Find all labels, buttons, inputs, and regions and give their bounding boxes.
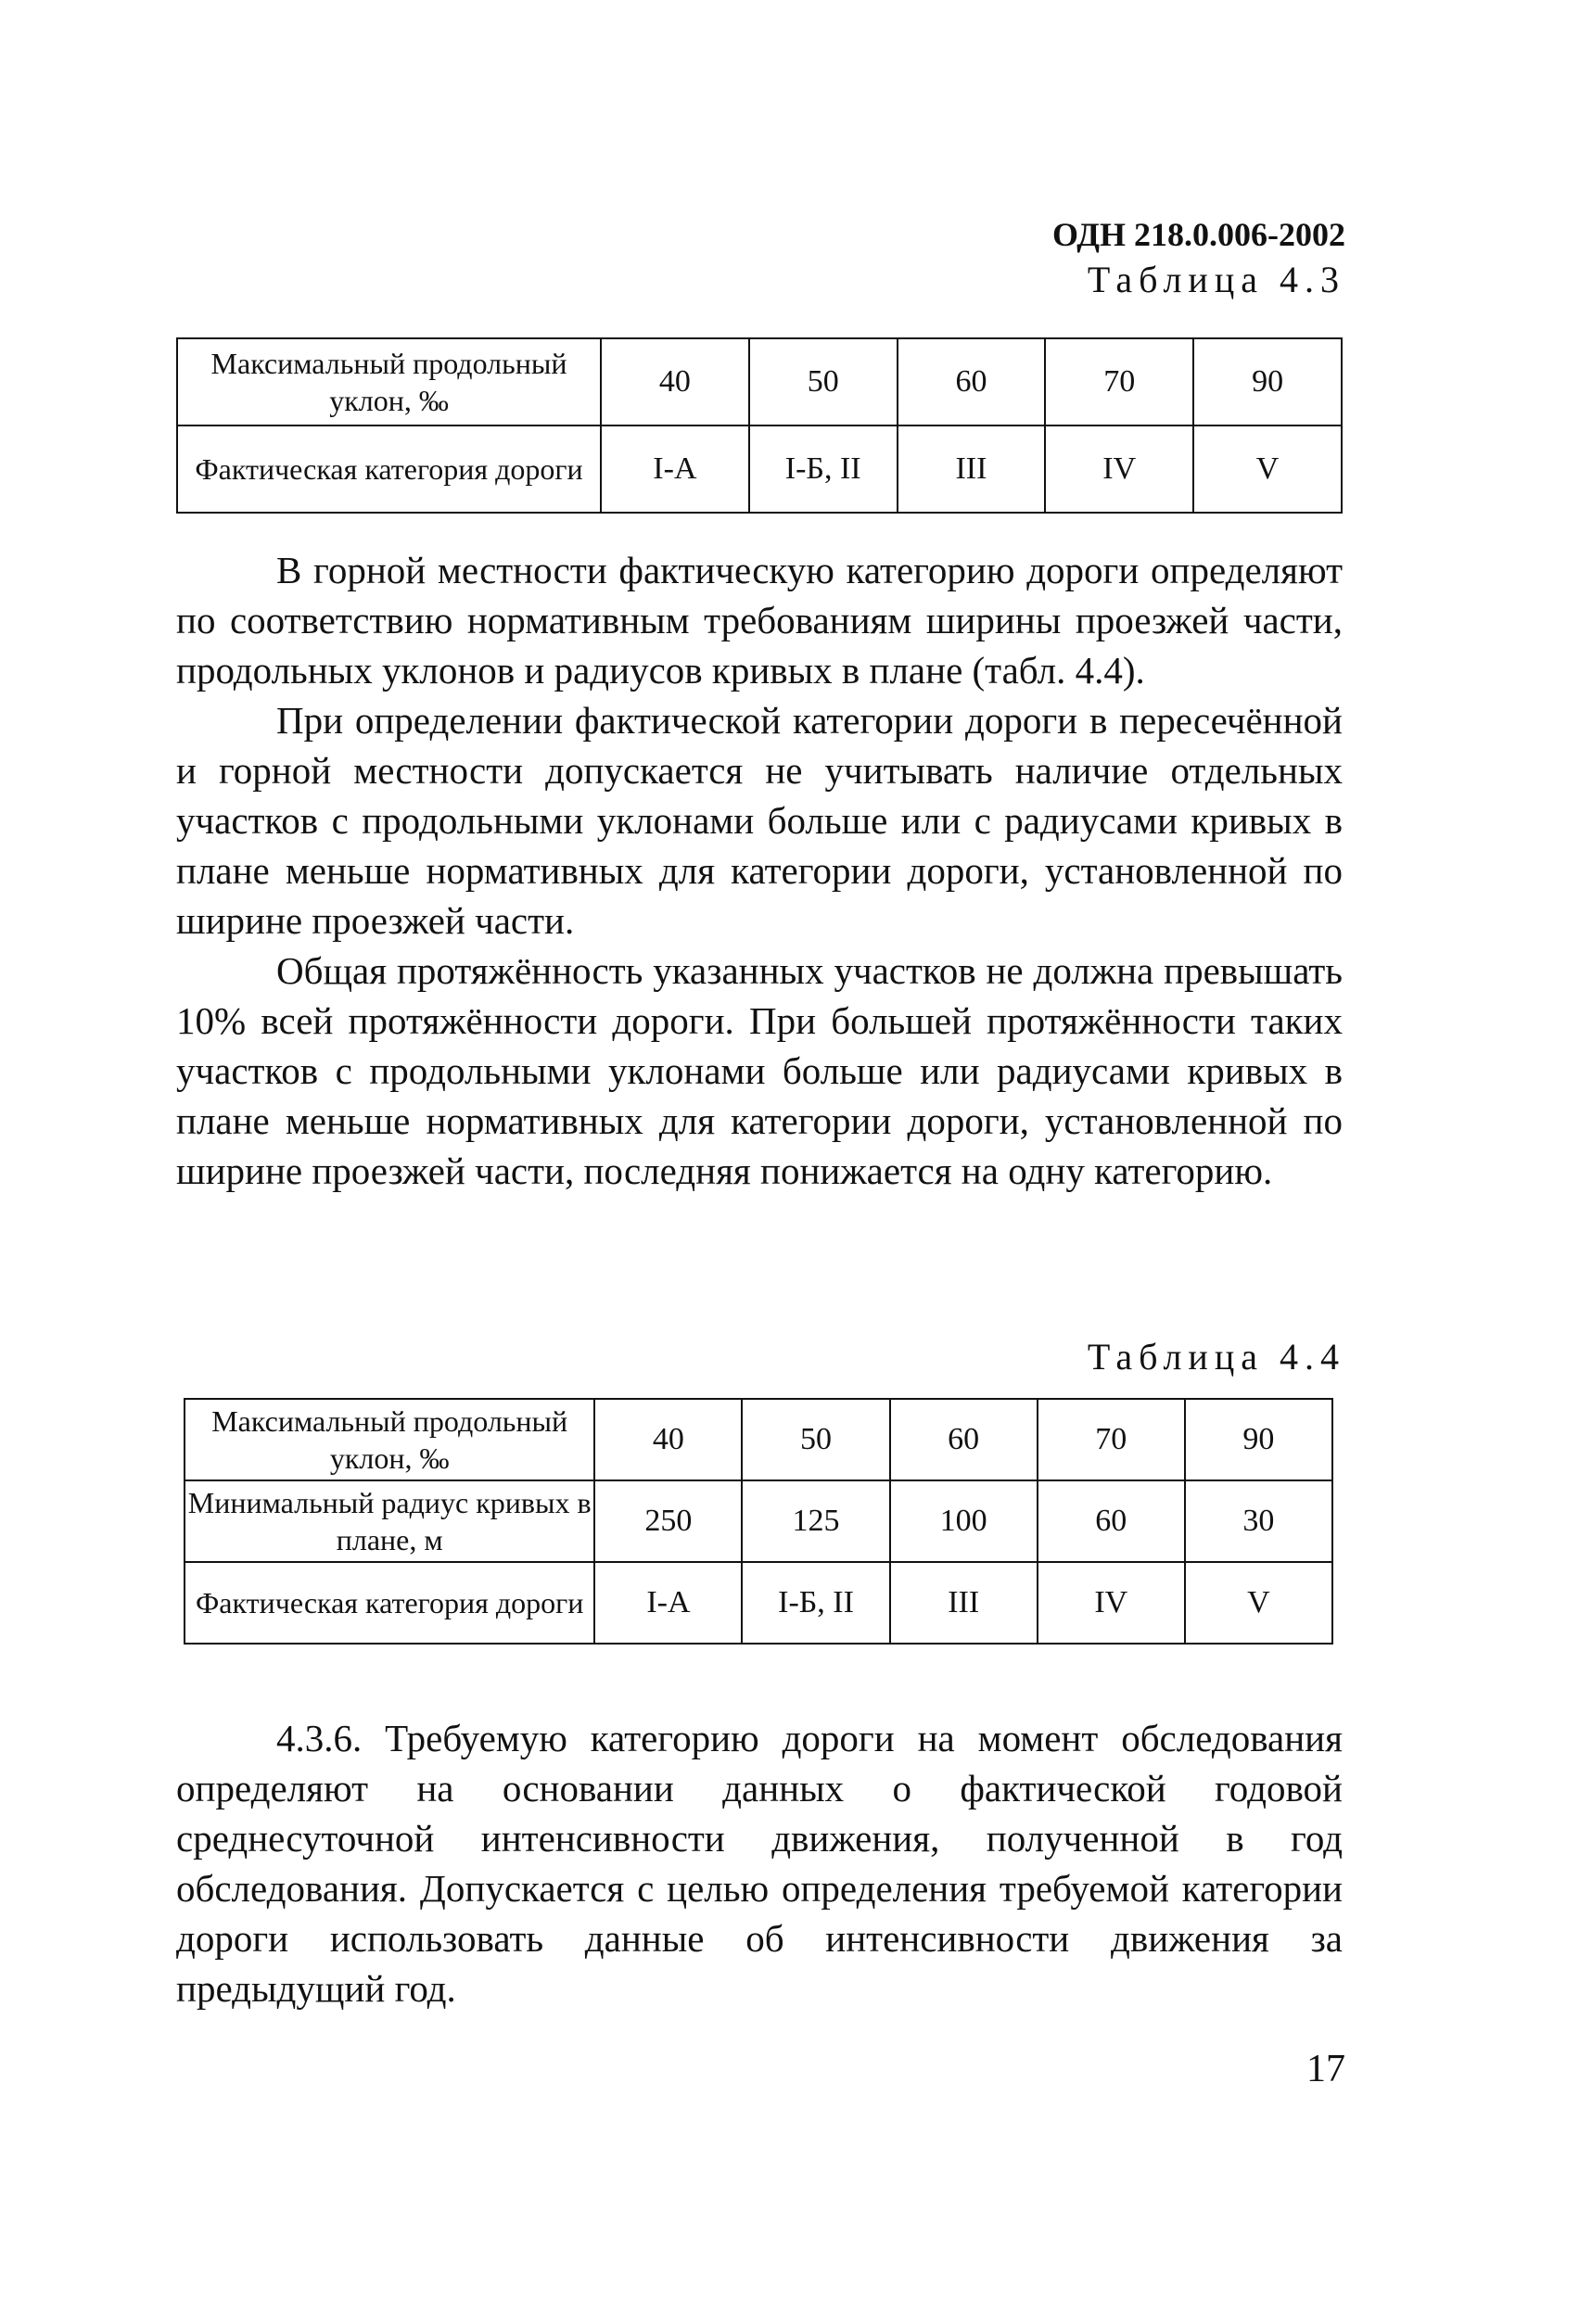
table-cell: 125 (742, 1480, 889, 1562)
table-cell: 60 (890, 1399, 1038, 1480)
table-cell: I-Б, II (742, 1562, 889, 1644)
table-cell: I-A (594, 1562, 742, 1644)
row-header: Фактическая категория дороги (185, 1562, 594, 1644)
table-4-4 (184, 1398, 1333, 1645)
table-cell: V (1185, 1562, 1332, 1644)
table-row (185, 1562, 1332, 1644)
table-row (177, 425, 1342, 513)
body-text-1 (176, 545, 1343, 1196)
table-4-3 (176, 337, 1343, 514)
body-text-2 (176, 1713, 1343, 2013)
table-cell: 50 (749, 338, 898, 425)
table-4-3-caption: Таблица 4.3 (1087, 259, 1345, 300)
row-header: Максимальный продольный уклон, ‰ (177, 338, 601, 425)
table-cell: III (898, 425, 1046, 513)
table-cell: 90 (1193, 338, 1342, 425)
row-header: Максимальный продольный уклон, ‰ (185, 1399, 594, 1480)
table-cell: 70 (1045, 338, 1193, 425)
table-cell: I-A (601, 425, 749, 513)
row-header: Минимальный радиус кривых в плане, м (185, 1480, 594, 1562)
table-cell: I-Б, II (749, 425, 898, 513)
table-row (185, 1399, 1332, 1480)
table-cell: V (1193, 425, 1342, 513)
row-header: Фактическая категория дороги (177, 425, 601, 513)
table-cell: 40 (601, 338, 749, 425)
table-cell: III (890, 1562, 1038, 1644)
table-cell: 30 (1185, 1480, 1332, 1562)
document-code: ОДН 218.0.006-2002 (1052, 216, 1345, 253)
table-cell: 100 (890, 1480, 1038, 1562)
table-cell: 60 (1038, 1480, 1185, 1562)
paragraph: В горной местности фактическую категорию дороги определяют по соответствию нормативным требованиям ширины проезжей части, продольных уклонов и радиусов кривых в плане (табл. 4.4). (176, 549, 1343, 692)
paragraph: Общая протяжённость указанных участков не должна превышать 10% всей протяжённости дороги. При большей протяжённости таких участков с продольными уклонами больше или радиусами кривых в плане меньше нормативных для категории дороги, установленной по ширине проезжей части, последняя понижается на одну категорию. (176, 949, 1343, 1192)
table-4-4-caption: Таблица 4.4 (1087, 1336, 1345, 1378)
table-cell: 70 (1038, 1399, 1185, 1480)
table-cell: 50 (742, 1399, 889, 1480)
table-row (185, 1480, 1332, 1562)
table-cell: 40 (594, 1399, 742, 1480)
table-cell: 250 (594, 1480, 742, 1562)
page-number: 17 (1306, 2048, 1345, 2090)
table-row (177, 338, 1342, 425)
paragraph: 4.3.6. Требуемую категорию дороги на момент обследования определяют на основании данных о фактической годовой среднесуточной интенсивности движения, полученной в год обследования. Допускается с целью определения требуемой категории дороги использовать данные об интенсивности движения за предыдущий год. (176, 1717, 1343, 2010)
table-cell: IV (1038, 1562, 1185, 1644)
table-cell: 90 (1185, 1399, 1332, 1480)
table-cell: IV (1045, 425, 1193, 513)
table-cell: 60 (898, 338, 1046, 425)
paragraph: При определении фактической категории дороги в пересечённой и горной местности допускается не учитывать наличие отдельных участков с продольными уклонами больше или с радиусами кривых в плане меньше нормативных для категории дороги, установленной по ширине проезжей части. (176, 699, 1343, 942)
